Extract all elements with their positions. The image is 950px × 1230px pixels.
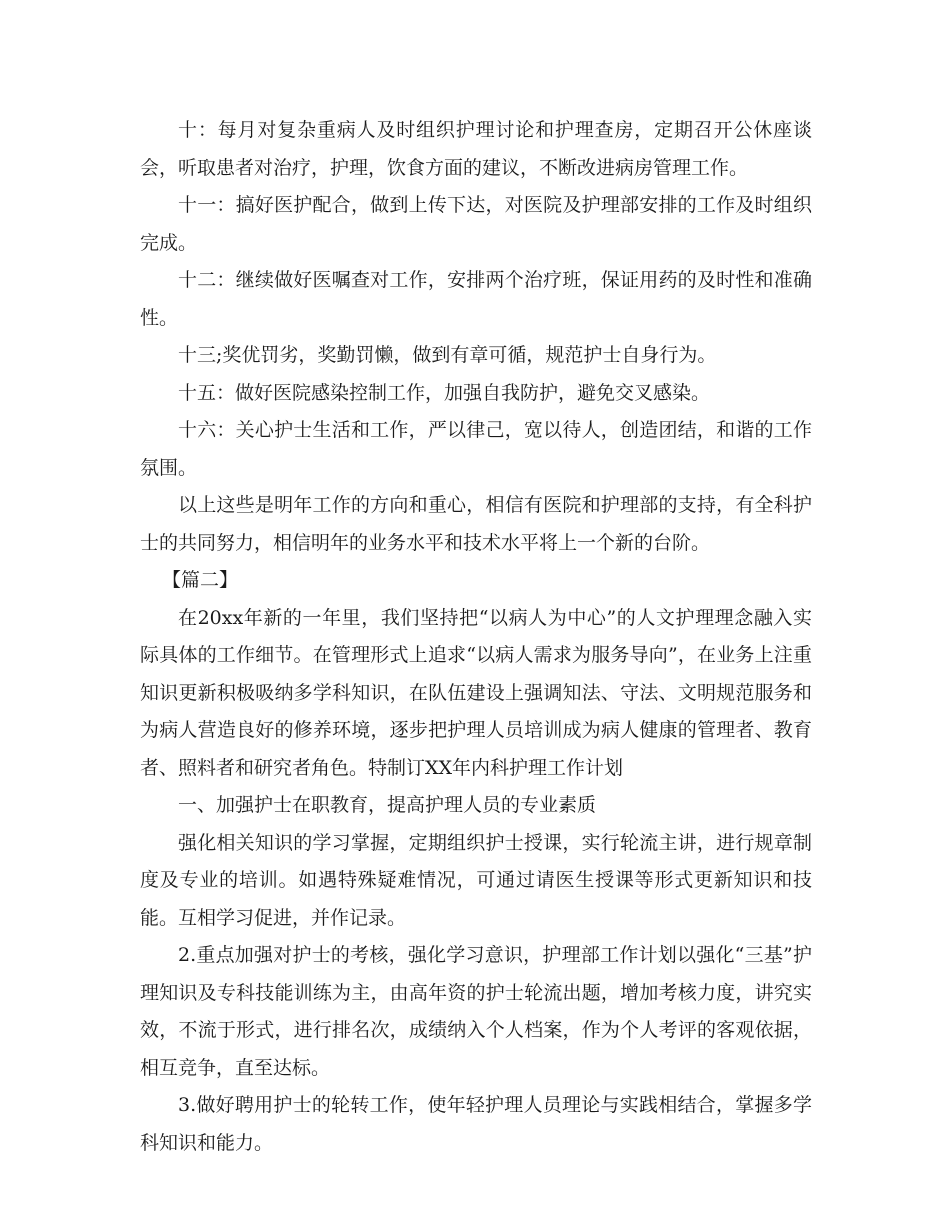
paragraph-item-15: 十五：做好医院感染控制工作，加强自我防护，避免交叉感染。	[178, 381, 711, 404]
paragraph-item-11: 十一：搞好医护配合，做到上传下达，对医院及护理部安排的工作及时组织完成。	[140, 194, 812, 254]
paragraph-item-2: 2.重点加强对护士的考核，强化学习意识，护理部工作计划以强化“三基”护理知识及专科技能训练为主，由高年资的护士轮流出题，增加考核力度，讲究实效，不流于形式，进行排名次，成绩纳入个人档案，作为个人考评的客观依据，相互竞争，直至达标。	[140, 944, 812, 1079]
document-body	[140, 112, 812, 1162]
section-heading: 【篇二】	[162, 569, 239, 591]
paragraph-intro: 在20xx年新的一年里，我们坚持把“以病人为中心”的人文护理理念融入实际具体的工作细节。在管理形式上追求“以病人需求为服务导向”，在业务上注重知识更新积极吸纳多学科知识，在队伍建设上强调知法、守法、文明规范服务和为病人营造良好的修养环境，逐步把护理人员培训成为病人健康的管理者、教育者、照料者和研究者角色。特制订XX年内科护理工作计划	[140, 606, 812, 779]
paragraph-item-13: 十三;奖优罚劣，奖勤罚懒，做到有章可循，规范护士自身行为。	[178, 344, 717, 366]
paragraph-subheading-1: 一、加强护士在职教育，提高护理人员的专业素质	[178, 794, 597, 816]
paragraph-item-10: 十：每月对复杂重病人及时组织护理讨论和护理查房，定期召开公休座谈会，听取患者对治疗，护理，饮食方面的建议，不断改进病房管理工作。	[140, 119, 812, 179]
paragraph-item-16: 十六：关心护士生活和工作，严以律己，宽以待人，创造团结，和谐的工作氛围。	[140, 419, 812, 479]
paragraph-item-12: 十二：继续做好医嘱查对工作，安排两个治疗班，保证用药的及时性和准确性。	[140, 269, 812, 329]
paragraph-item-3: 3.做好聘用护士的轮转工作，使年轻护理人员理论与实践相结合，掌握多学科知识和能力。	[140, 1094, 812, 1154]
paragraph-training: 强化相关知识的学习掌握，定期组织护士授课，实行轮流主讲，进行规章制度及专业的培训。如遇特殊疑难情况，可通过请医生授课等形式更新知识和技能。互相学习促进，并作记录。	[140, 831, 812, 929]
paragraph-summary: 以上这些是明年工作的方向和重心，相信有医院和护理部的支持，有全科护士的共同努力，相信明年的业务水平和技术水平将上一个新的台阶。	[140, 494, 812, 554]
